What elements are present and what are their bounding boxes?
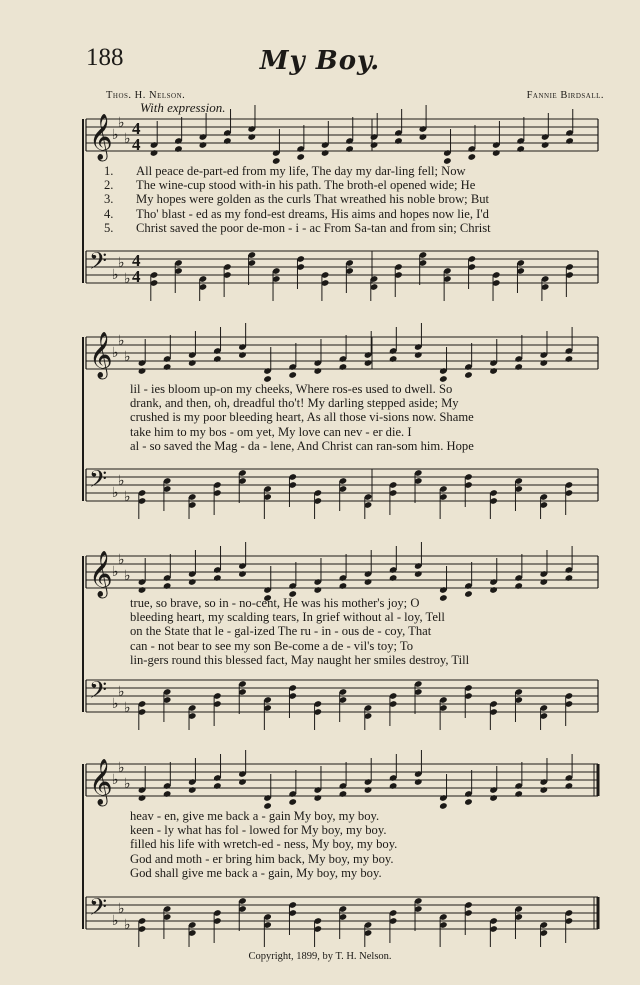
note-icon [443,267,452,301]
note-icon [138,489,147,519]
flat-icon: ♭ [118,760,125,776]
lyric-text: God shall give me back a - gain, My boy, my boy. [130,865,382,880]
note-icon [464,901,473,935]
note-icon [439,774,448,810]
lyrics-block [104,164,598,235]
verse-number: 3. [104,192,114,207]
lyric-text: drank, and then, oh, dreadful tho't! My darling stepped aside; My [130,396,459,411]
note-icon [439,485,448,519]
lyric-line [104,639,598,653]
lyric-text: Christ saved the poor de-mon - i - ac From Sa-tan and from sin; Christ [136,220,491,235]
note-icon [489,700,498,730]
system-bracket [82,337,84,501]
bass-clef-icon: 𝄢 [89,676,108,709]
lyric-text: God and moth - er bring him back, My boy, my boy. [130,851,394,866]
hymn-number: 188 [86,44,124,71]
verse-number: 5. [104,220,114,235]
lyric-text: All peace de-part-ed from my life, The day my dar-ling fell; Now [136,164,466,178]
note-icon [213,692,222,726]
lyrics-block [104,596,598,667]
note-icon [339,905,348,939]
note-icon [263,774,272,810]
note-icon [514,688,523,722]
system-bracket [82,119,84,283]
lyric-line [104,439,598,453]
flat-icon: ♭ [124,917,131,933]
note-icon [188,704,197,730]
note-icon [163,688,172,722]
note-icon [238,680,247,714]
tempo-marking: With expression. [140,100,226,115]
note-icon [364,493,373,519]
note-icon [419,251,428,285]
lyric-text: keen - ly what has fol - lowed for My boy, my boy. [130,823,387,838]
flat-icon: ♭ [118,684,125,700]
note-icon [389,481,398,515]
note-icon [489,917,498,947]
note-icon [263,485,272,519]
lyric-line [104,866,598,880]
note-icon [313,700,322,730]
flat-icon: ♭ [112,345,119,361]
time-signature-icon: 4 [132,135,141,154]
flat-icon: ♭ [118,115,125,131]
lyric-text: lil - ies bloom up-on my cheeks, Where ros-es used to dwell. So [130,382,453,396]
note-icon [565,481,574,515]
flat-icon: ♭ [124,131,131,147]
note-icon [263,696,272,730]
note-icon [288,901,297,935]
note-icon [514,905,523,939]
note-icon [339,477,348,511]
verse-number: 2. [104,178,114,193]
note-icon [492,271,501,301]
note-icon [364,704,373,730]
note-icon [464,473,473,507]
lyric-line [104,852,598,866]
treble-clef-icon: 𝄞 [89,551,113,597]
lyric-line [104,596,598,610]
flat-icon: ♭ [112,696,119,712]
note-icon [199,275,208,301]
flat-icon: ♭ [118,552,125,568]
time-signature-icon: 4 [132,251,141,270]
bass-clef-icon: 𝄢 [89,893,108,926]
note-icon [138,917,147,947]
note-icon [296,255,305,289]
lyric-text: Tho' blast - ed as my fond-est dreams, His aims and hopes now lie, I'd [136,206,489,221]
note-icon [539,704,548,730]
composer-credit: Thos. H. Nelson. [106,90,186,101]
flat-icon: ♭ [124,700,131,716]
note-icon [247,251,256,285]
lyric-line [104,207,598,221]
note-icon [272,129,281,165]
lyric-line [104,382,598,396]
note-icon [213,909,222,943]
hymn-title: My Boy. [259,46,381,76]
lyric-text: can - not bear to see my son Be-come a de - vil's toy; To [130,638,414,653]
lyric-line [104,624,598,638]
note-icon [464,684,473,718]
lyric-text: heav - en, give me back a - gain My boy, my boy. [130,809,380,823]
note-icon [414,469,423,503]
note-icon [414,897,423,931]
note-icon [370,275,379,301]
note-icon [163,477,172,511]
note-icon [565,909,574,943]
system-bracket [82,556,84,712]
note-icon [414,680,423,714]
flat-icon: ♭ [124,489,131,505]
lyric-line [104,809,598,823]
note-icon [188,493,197,519]
flat-icon: ♭ [118,333,125,349]
note-icon [345,259,354,293]
note-icon [541,275,550,301]
treble-staff [0,744,640,814]
flat-icon: ♭ [112,127,119,143]
system-bracket [82,764,84,929]
note-icon [489,489,498,519]
lyric-line [104,396,598,410]
note-icon [150,271,159,301]
bass-staff [0,449,640,519]
note-icon [163,905,172,939]
note-icon [272,267,281,301]
lyricist-credit: Fannie Birdsall. [526,90,604,101]
lyric-text: lin-gers round this blessed fact, May naught her smiles destroy, Till [130,652,470,667]
time-signature-icon: 4 [132,267,141,286]
lyric-line [104,221,598,235]
lyric-text: crushed is my poor bleeding heart, As all those vi-sions now. Shame [130,410,474,425]
treble-staff [0,317,640,387]
lyrics-block [104,809,598,880]
lyric-text: bleeding heart, my scalding tears, In grief without al - loy, Tell [130,610,445,625]
flat-icon: ♭ [118,473,125,489]
flat-icon: ♭ [118,901,125,917]
lyric-text: on the State that le - gal-ized The ru - in - ous de - coy, That [130,624,432,639]
note-icon [263,347,272,383]
flat-icon: ♭ [124,776,131,792]
lyric-line [104,164,598,178]
note-icon [439,696,448,730]
flat-icon: ♭ [112,772,119,788]
note-icon [138,700,147,730]
time-signature-icon: 4 [132,119,141,138]
note-icon [339,688,348,722]
lyric-line [104,425,598,439]
note-icon [565,263,574,297]
lyric-text: The wine-cup stood with-in his path. The broth-el opened wide; He [136,178,476,193]
lyric-text: al - so saved the Mag - da - lene, And Christ can ran-som him. Hope [130,438,474,453]
bass-clef-icon: 𝄢 [89,465,108,498]
lyrics-block [104,382,598,453]
lyric-line [104,410,598,424]
treble-clef-icon: 𝄞 [89,114,113,160]
note-icon [394,263,403,297]
note-icon [213,481,222,515]
note-icon [321,271,330,301]
note-icon [516,259,525,293]
flat-icon: ♭ [112,913,119,929]
bass-staff [0,231,640,301]
flat-icon: ♭ [112,564,119,580]
lyric-text: My hopes were golden as the curls That wreathed his noble brow; But [136,192,490,207]
note-icon [238,469,247,503]
bass-clef-icon: 𝄢 [89,247,108,280]
note-icon [313,489,322,519]
note-icon [539,493,548,519]
note-icon [539,921,548,947]
flat-icon: ♭ [112,267,119,283]
note-icon [389,692,398,726]
note-icon [439,347,448,383]
flat-icon: ♭ [124,568,131,584]
note-icon [389,909,398,943]
flat-icon: ♭ [112,485,119,501]
verse-number: 1. [104,164,114,178]
lyric-line [104,178,598,192]
note-icon [238,897,247,931]
treble-staff [0,99,640,169]
verse-number: 4. [104,206,114,221]
note-icon [288,473,297,507]
note-icon [188,921,197,947]
bass-staff [0,877,640,947]
note-icon [467,255,476,289]
flat-icon: ♭ [124,271,131,287]
note-icon [263,913,272,947]
treble-clef-icon: 𝄞 [89,759,113,805]
bass-staff [0,660,640,730]
lyric-line [104,823,598,837]
note-icon [364,921,373,947]
note-icon [174,259,183,293]
note-icon [223,263,232,297]
copyright-notice: Copyright, 1899, by T. H. Nelson. [248,951,392,962]
treble-clef-icon: 𝄞 [89,332,113,378]
lyric-text: filled his life with wretch-ed - ness, My boy, my boy. [130,837,398,852]
lyric-text: true, so brave, so in - no-cent, He was his mother's joy; O [130,596,420,610]
note-icon [313,917,322,947]
note-icon [439,913,448,947]
note-icon [565,692,574,726]
note-icon [443,129,452,165]
note-icon [288,684,297,718]
note-icon [514,477,523,511]
lyric-line [104,192,598,206]
lyric-line [104,653,598,667]
lyric-text: take him to my bos - om yet, My love can nev - er die. I [130,424,412,439]
lyric-line [104,610,598,624]
flat-icon: ♭ [118,255,125,271]
lyric-line [104,837,598,851]
flat-icon: ♭ [124,349,131,365]
